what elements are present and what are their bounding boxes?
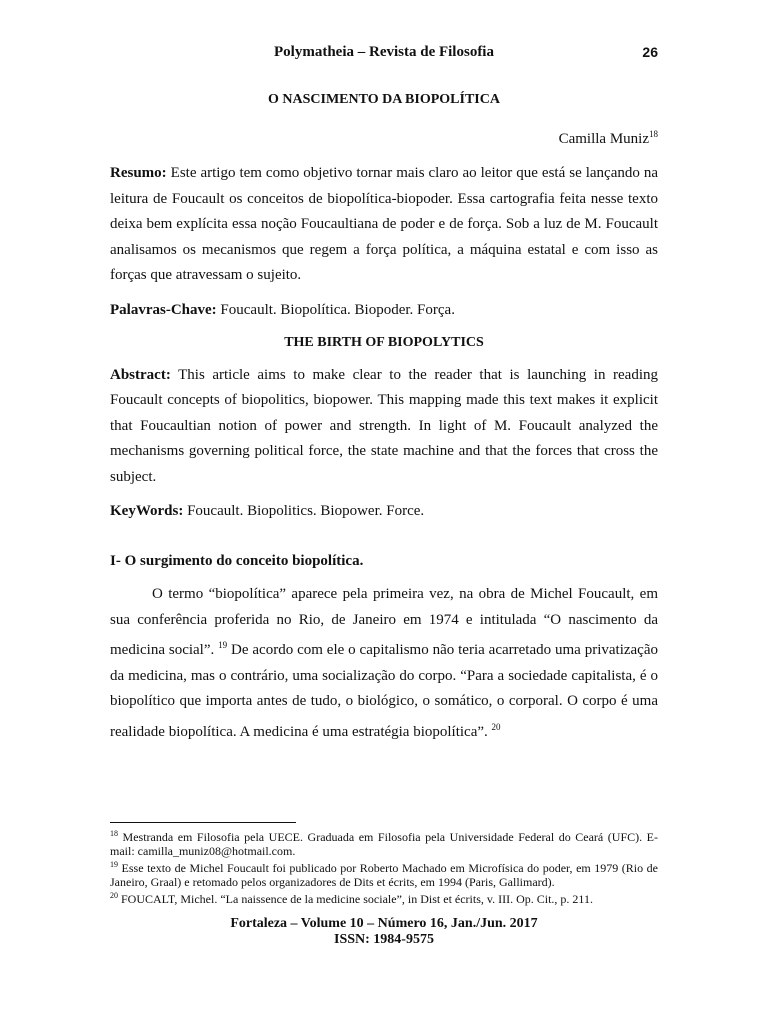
footnote-ref-19: 19 [218, 640, 228, 650]
palavras-chave-line [110, 299, 658, 321]
author-name: Camilla Muniz [558, 131, 649, 147]
footnotes [110, 822, 658, 906]
journal-name: Polymatheia – Revista de Filosofia [274, 44, 494, 60]
footnote-18 [110, 827, 658, 858]
article-body [110, 90, 658, 745]
resumo-text: Este artigo tem como objetivo tornar mais claro ao leitor que está se lançando na leitura de Foucault os conceitos de biopolítica-biopoder. Essa cartografia feita nesse texto deixa bem explícita essa noção Foucaultiana de poder e de força. Sob a luz de M. Foucault analisamos os mecanismos que regem a força política, a máquina estatal e com isso as forças que atravessam o sujeito. [110, 165, 658, 283]
keywords-label: KeyWords: [110, 503, 184, 519]
palavras-chave-text: Foucault. Biopolítica. Biopoder. Força. [216, 301, 455, 318]
footnote-number: 18 [110, 829, 118, 838]
paragraph-text-part2: De acordo com ele o capitalismo não teria acarretado uma privatização da medicina, mas o contrário, uma socialização do corpo. “Para a sociedade capitalista, é o biopolítico que importa antes de tudo, o biológico, o somático, o corporal. O corpo é uma realidade biopolítica. A medicina é uma estratégia biopolítica”. [110, 642, 658, 740]
footer-volume-line: Fortaleza – Volume 10 – Número 16, Jan./Jun. 2017 [230, 916, 538, 931]
page-number: 26 [642, 44, 658, 60]
abstract-label: Abstract: [110, 366, 171, 383]
footnote-text: FOUCALT, Michel. “La naissence de la medicine sociale”, in Dist et écrits, v. III. Op. Cit., p. 211. [118, 892, 593, 906]
body-paragraph [110, 582, 658, 745]
keywords-text: Foucault. Biopolitics. Biopower. Force. [183, 503, 425, 519]
paragraph-text-part1: O termo “biopolítica” aparece pela primeira vez, na obra de Michel Foucault, em sua conferência proferida no Rio, de Janeiro em 1974 e intitulada “O nascimento da medicina social”. [110, 586, 658, 658]
footnote-divider [110, 822, 296, 823]
article-title: O NASCIMENTO DA BIOPOLÍTICA [268, 92, 500, 107]
author-line [110, 124, 658, 149]
footer-issn-line: ISSN: 1984-9575 [334, 932, 434, 947]
running-footer [0, 916, 768, 948]
footnote-ref-20: 20 [491, 721, 501, 732]
footnote-number: 19 [110, 860, 118, 869]
author-footnote-ref: 18 [649, 129, 658, 139]
footnote-text: Esse texto de Michel Foucault foi publicado por Roberto Machado em Microfísica do poder, em 1979 (Rio de Janeiro, Graal) e retomado pelos organizadores de Dits et écrits, em 1994 (Paris, Gallimard). [110, 861, 658, 889]
abstract-text: This article aims to make clear to the reader that is launching in reading Foucault concepts of biopolitics, biopower. This mapping made this text makes it explicit that Foucaultian notion of power and strength. In light of M. Foucault analyzed the mechanisms governing political force, the state machine and that the forces that cross the subject. [110, 366, 658, 485]
running-header [0, 42, 768, 62]
footnote-text: Mestranda em Filosofia pela UECE. Graduada em Filosofia pela Universidade Federal do Ceará (UFC). E-mail: camilla_muniz08@hotmail.com. [110, 830, 658, 858]
section-heading: I- O surgimento do conceito biopolítica. [110, 553, 364, 569]
resumo-paragraph [110, 161, 658, 289]
english-title: THE BIRTH OF BIOPOLYTICS [284, 334, 484, 350]
resumo-label: Resumo: [110, 165, 167, 181]
abstract-paragraph [110, 363, 658, 491]
palavras-chave-label: Palavras-Chave: [110, 301, 217, 318]
footnote-20 [110, 889, 658, 906]
footnote-19 [110, 858, 658, 889]
keywords-line [110, 500, 658, 522]
footnote-number: 20 [110, 891, 118, 900]
